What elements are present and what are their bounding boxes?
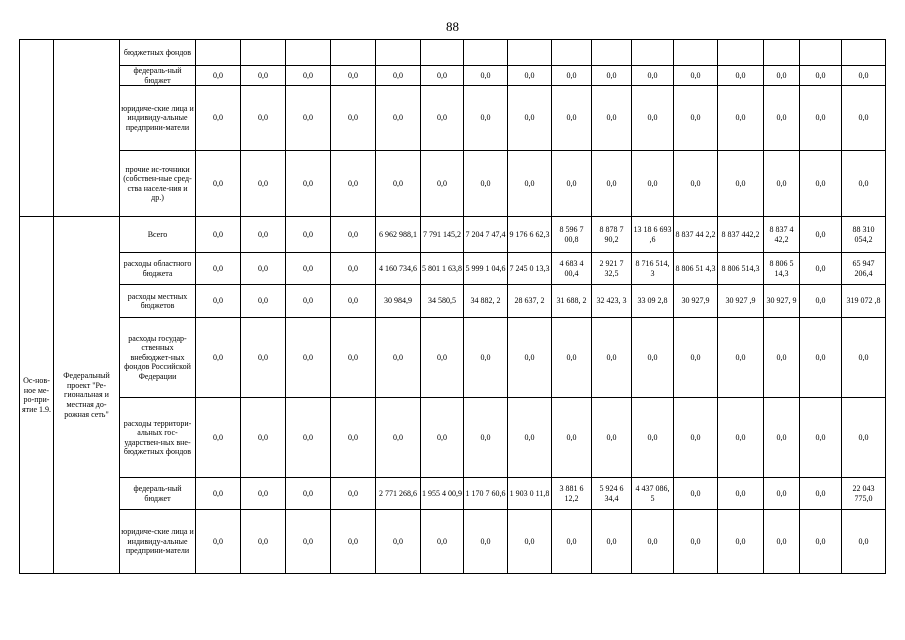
- value-cell: 0,0: [592, 398, 632, 478]
- row-label: юридиче-ские лица и индивиду-альные предприни-матели: [120, 86, 196, 151]
- value-cell: 0,0: [674, 86, 718, 151]
- value-cell: 0,0: [592, 318, 632, 398]
- value-cell: 0,0: [286, 151, 331, 217]
- row-label: прочие ис-точники (собствен-ные сред-ства населе-ния и др.): [120, 151, 196, 217]
- value-cell: 65 947 206,4: [842, 253, 886, 285]
- value-cell: 30 927 ,9: [718, 285, 764, 318]
- value-cell: 0,0: [331, 285, 376, 318]
- value-cell: 0,0: [196, 285, 241, 318]
- value-cell: 0,0: [800, 510, 842, 574]
- row-label: федераль-ный бюджет: [120, 66, 196, 86]
- row-label: бюджетных фондов: [120, 40, 196, 66]
- value-cell: 0,0: [764, 478, 800, 510]
- value-cell: 0,0: [632, 66, 674, 86]
- value-cell: 0,0: [196, 398, 241, 478]
- value-cell: 0,0: [196, 86, 241, 151]
- value-cell: 0,0: [800, 66, 842, 86]
- value-cell: 0,0: [764, 510, 800, 574]
- value-cell: 0,0: [842, 318, 886, 398]
- measure-code-cell: Ос-нов-ное ме-ро-при-ятие 1.9.: [20, 217, 54, 574]
- value-cell: 0,0: [842, 151, 886, 217]
- value-cell: 0,0: [464, 398, 508, 478]
- value-cell: 0,0: [196, 151, 241, 217]
- value-cell: 0,0: [632, 318, 674, 398]
- value-cell: 319 072 ,8: [842, 285, 886, 318]
- measure-name-cell: Федеральный проект "Ре-гиональная и местная до-рожная сеть": [54, 217, 120, 574]
- value-cell: 88 310 054,2: [842, 217, 886, 253]
- value-cell: 0,0: [508, 86, 552, 151]
- value-cell: 0,0: [286, 285, 331, 318]
- value-cell: 0,0: [331, 66, 376, 86]
- value-cell: 0,0: [241, 478, 286, 510]
- value-cell: 34 882, 2: [464, 285, 508, 318]
- value-cell: 0,0: [196, 253, 241, 285]
- page-number: 88: [446, 19, 459, 34]
- value-cell: 0,0: [286, 478, 331, 510]
- value-cell: 0,0: [286, 86, 331, 151]
- value-cell: 0,0: [421, 318, 464, 398]
- table-body: [20, 40, 886, 574]
- value-cell: 22 043 775,0: [842, 478, 886, 510]
- value-cell: 2 771 268,6: [376, 478, 421, 510]
- value-cell: 0,0: [286, 217, 331, 253]
- value-cell: 0,0: [764, 151, 800, 217]
- table-row: [20, 217, 886, 253]
- value-cell: 0,0: [241, 253, 286, 285]
- value-cell: 0,0: [196, 318, 241, 398]
- value-cell: 0,0: [331, 151, 376, 217]
- value-cell: [674, 40, 718, 66]
- value-cell: 0,0: [674, 318, 718, 398]
- value-cell: 0,0: [800, 86, 842, 151]
- table-row: [20, 86, 886, 151]
- value-cell: 32 423, 3: [592, 285, 632, 318]
- measure-code-cell: [20, 40, 54, 217]
- value-cell: 1 903 0 11,8: [508, 478, 552, 510]
- value-cell: 0,0: [764, 318, 800, 398]
- value-cell: 0,0: [196, 510, 241, 574]
- value-cell: 0,0: [674, 66, 718, 86]
- value-cell: 34 580,5: [421, 285, 464, 318]
- value-cell: 0,0: [674, 510, 718, 574]
- value-cell: 0,0: [376, 510, 421, 574]
- value-cell: 0,0: [718, 478, 764, 510]
- value-cell: 0,0: [376, 151, 421, 217]
- value-cell: [421, 40, 464, 66]
- value-cell: 0,0: [592, 66, 632, 86]
- value-cell: 0,0: [552, 510, 592, 574]
- value-cell: 0,0: [421, 66, 464, 86]
- value-cell: 0,0: [508, 151, 552, 217]
- value-cell: 28 637, 2: [508, 285, 552, 318]
- value-cell: 0,0: [464, 66, 508, 86]
- value-cell: [552, 40, 592, 66]
- value-cell: 0,0: [842, 86, 886, 151]
- value-cell: 8 806 51 4,3: [674, 253, 718, 285]
- value-cell: [286, 40, 331, 66]
- value-cell: 0,0: [592, 151, 632, 217]
- value-cell: 0,0: [764, 398, 800, 478]
- value-cell: 0,0: [632, 86, 674, 151]
- value-cell: [632, 40, 674, 66]
- value-cell: 0,0: [286, 510, 331, 574]
- value-cell: [800, 40, 842, 66]
- value-cell: 0,0: [196, 66, 241, 86]
- value-cell: 7 204 7 47,4: [464, 217, 508, 253]
- value-cell: 5 999 1 04,6: [464, 253, 508, 285]
- value-cell: 0,0: [464, 510, 508, 574]
- table-row: [20, 253, 886, 285]
- value-cell: 8 806 5 14,3: [764, 253, 800, 285]
- value-cell: 0,0: [241, 285, 286, 318]
- value-cell: 8 837 4 42,2: [764, 217, 800, 253]
- value-cell: [764, 40, 800, 66]
- value-cell: 0,0: [718, 398, 764, 478]
- value-cell: 4 160 734,6: [376, 253, 421, 285]
- value-cell: [331, 40, 376, 66]
- value-cell: 0,0: [800, 318, 842, 398]
- table-row: [20, 478, 886, 510]
- value-cell: 0,0: [842, 510, 886, 574]
- value-cell: 0,0: [718, 151, 764, 217]
- value-cell: 31 688, 2: [552, 285, 592, 318]
- value-cell: 0,0: [800, 285, 842, 318]
- value-cell: 0,0: [674, 151, 718, 217]
- value-cell: 2 921 7 32,5: [592, 253, 632, 285]
- table-row: [20, 318, 886, 398]
- value-cell: 8 837 44 2,2: [674, 217, 718, 253]
- value-cell: [376, 40, 421, 66]
- value-cell: 0,0: [552, 66, 592, 86]
- value-cell: 0,0: [331, 398, 376, 478]
- value-cell: 0,0: [331, 318, 376, 398]
- table-row: [20, 510, 886, 574]
- value-cell: [842, 40, 886, 66]
- value-cell: 6 962 988,1: [376, 217, 421, 253]
- value-cell: 5 801 1 63,8: [421, 253, 464, 285]
- value-cell: [508, 40, 552, 66]
- value-cell: 0,0: [421, 510, 464, 574]
- value-cell: 0,0: [764, 66, 800, 86]
- value-cell: 0,0: [241, 318, 286, 398]
- value-cell: 0,0: [376, 398, 421, 478]
- value-cell: 0,0: [376, 318, 421, 398]
- value-cell: 0,0: [508, 510, 552, 574]
- value-cell: 8 596 7 00,8: [552, 217, 592, 253]
- row-label: Всего: [120, 217, 196, 253]
- value-cell: 0,0: [286, 253, 331, 285]
- value-cell: 0,0: [286, 398, 331, 478]
- value-cell: 0,0: [331, 217, 376, 253]
- value-cell: [196, 40, 241, 66]
- value-cell: 0,0: [592, 86, 632, 151]
- value-cell: 0,0: [632, 151, 674, 217]
- value-cell: 0,0: [674, 398, 718, 478]
- value-cell: 0,0: [421, 398, 464, 478]
- value-cell: 0,0: [464, 151, 508, 217]
- value-cell: 0,0: [241, 217, 286, 253]
- table-row: [20, 398, 886, 478]
- value-cell: 0,0: [421, 86, 464, 151]
- value-cell: 13 18 6 693 ,6: [632, 217, 674, 253]
- value-cell: [592, 40, 632, 66]
- table-row: [20, 285, 886, 318]
- value-cell: 0,0: [286, 66, 331, 86]
- value-cell: 0,0: [718, 510, 764, 574]
- value-cell: 0,0: [552, 86, 592, 151]
- value-cell: 0,0: [764, 86, 800, 151]
- value-cell: 0,0: [241, 398, 286, 478]
- value-cell: 0,0: [508, 66, 552, 86]
- value-cell: 0,0: [592, 510, 632, 574]
- value-cell: 0,0: [842, 66, 886, 86]
- value-cell: [718, 40, 764, 66]
- value-cell: 30 927, 9: [764, 285, 800, 318]
- value-cell: 5 924 6 34,4: [592, 478, 632, 510]
- value-cell: 8 716 514, 3: [632, 253, 674, 285]
- row-label: расходы государ-ственных внебюджет-ных фондов Российской Федерации: [120, 318, 196, 398]
- value-cell: 1 955 4 00,9: [421, 478, 464, 510]
- value-cell: 0,0: [241, 151, 286, 217]
- value-cell: 0,0: [508, 318, 552, 398]
- row-label: расходы территори-альных гос-ударствен-ных вне-бюджетных фондов: [120, 398, 196, 478]
- value-cell: 0,0: [464, 86, 508, 151]
- value-cell: 0,0: [552, 318, 592, 398]
- value-cell: 4 683 4 00,4: [552, 253, 592, 285]
- value-cell: 3 881 6 12,2: [552, 478, 592, 510]
- table-row: [20, 151, 886, 217]
- value-cell: 30 984,9: [376, 285, 421, 318]
- value-cell: 1 170 7 60,6: [464, 478, 508, 510]
- value-cell: 0,0: [376, 66, 421, 86]
- value-cell: 0,0: [674, 478, 718, 510]
- value-cell: 7 245 0 13,3: [508, 253, 552, 285]
- value-cell: 0,0: [241, 66, 286, 86]
- value-cell: 0,0: [286, 318, 331, 398]
- value-cell: 0,0: [800, 253, 842, 285]
- value-cell: 0,0: [800, 217, 842, 253]
- value-cell: 33 09 2,8: [632, 285, 674, 318]
- value-cell: 0,0: [331, 478, 376, 510]
- value-cell: 0,0: [800, 478, 842, 510]
- value-cell: 0,0: [718, 66, 764, 86]
- value-cell: 0,0: [552, 398, 592, 478]
- value-cell: 0,0: [421, 151, 464, 217]
- value-cell: 30 927,9: [674, 285, 718, 318]
- row-label: расходы местных бюджетов: [120, 285, 196, 318]
- row-label: расходы областного бюджета: [120, 253, 196, 285]
- value-cell: 8 806 514,3: [718, 253, 764, 285]
- value-cell: 0,0: [331, 253, 376, 285]
- value-cell: 9 176 6 62,3: [508, 217, 552, 253]
- value-cell: 0,0: [800, 151, 842, 217]
- value-cell: 0,0: [508, 398, 552, 478]
- value-cell: 0,0: [331, 510, 376, 574]
- value-cell: 0,0: [842, 398, 886, 478]
- value-cell: 0,0: [800, 398, 842, 478]
- row-label: федераль-ный бюджет: [120, 478, 196, 510]
- value-cell: 0,0: [718, 318, 764, 398]
- value-cell: 4 437 086, 5: [632, 478, 674, 510]
- value-cell: 0,0: [241, 86, 286, 151]
- value-cell: 8 878 7 90,2: [592, 217, 632, 253]
- value-cell: [241, 40, 286, 66]
- value-cell: 8 837 442,2: [718, 217, 764, 253]
- value-cell: 0,0: [464, 318, 508, 398]
- value-cell: [464, 40, 508, 66]
- value-cell: 0,0: [718, 86, 764, 151]
- table-row: [20, 66, 886, 86]
- row-label: юридиче-ские лица и индивиду-альные предприни-матели: [120, 510, 196, 574]
- budget-table: [19, 39, 886, 574]
- value-cell: 0,0: [331, 86, 376, 151]
- value-cell: 0,0: [196, 217, 241, 253]
- value-cell: 0,0: [632, 398, 674, 478]
- value-cell: 0,0: [632, 510, 674, 574]
- value-cell: 0,0: [552, 151, 592, 217]
- value-cell: 7 791 145,2: [421, 217, 464, 253]
- table-row: [20, 40, 886, 66]
- value-cell: 0,0: [376, 86, 421, 151]
- value-cell: 0,0: [241, 510, 286, 574]
- measure-name-cell: [54, 40, 120, 217]
- value-cell: 0,0: [196, 478, 241, 510]
